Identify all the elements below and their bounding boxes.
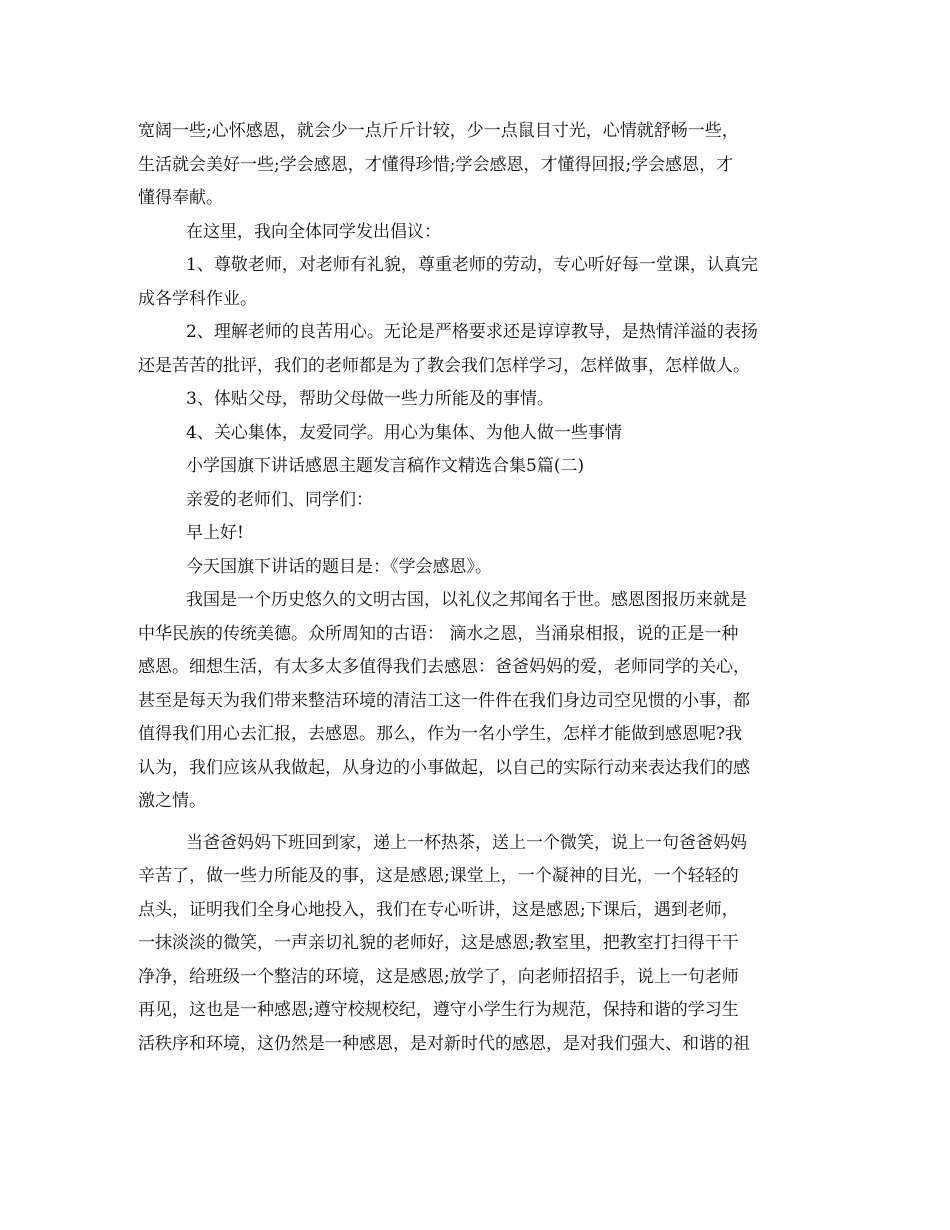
paragraph-line: 宽阔一些;心怀感恩，就会少一点斤斤计较，少一点鼠目寸光，心情就舒畅一些， bbox=[138, 121, 739, 141]
document-page bbox=[138, 115, 818, 1061]
paragraph-line: 成各学科作业。 bbox=[138, 288, 257, 309]
section-heading: 小学国旗下讲话感恩主题发言稿作文精选合集5篇(二) bbox=[186, 456, 585, 476]
paragraph-line: 我国是一个历史悠久的文明古国，以礼仪之邦闻名于世。感恩图报历来就是 bbox=[186, 590, 747, 610]
greeting: 早上好! bbox=[186, 523, 244, 543]
paragraph-line: 4、关心集体，友爱同学。用心为集体、为他人做一些事情 bbox=[186, 422, 622, 443]
paragraph-line: 2、理解老师的良苦用心。无论是严格要求还是谆谆教导，是热情洋溢的表扬 bbox=[186, 322, 758, 342]
paragraph-line: 点头，证明我们全身心地投入，我们在专心听讲，这是感恩;下课后，遇到老师， bbox=[138, 899, 739, 920]
paragraph-line: 活秩序和环境，这仍然是一种感恩，是对新时代的感恩，是对我们强大、和谐的祖 bbox=[138, 1033, 750, 1054]
paragraph-line: 1、尊敬老师，对老师有礼貌，尊重老师的劳动，专心听好每一堂课，认真完 bbox=[186, 255, 758, 275]
paragraph-line: 再见，这也是一种感恩;遵守校规校纪，遵守小学生行为规范，保持和谐的学习生 bbox=[138, 1000, 739, 1020]
paragraph-line: 甚至是每天为我们带来整洁环境的清洁工这一件件在我们身边司空见惯的小事，都 bbox=[138, 690, 750, 711]
paragraph-line: 当爸爸妈妈下班回到家，递上一杯热茶，送上一个微笑，说上一句爸爸妈妈 bbox=[186, 832, 747, 853]
paragraph-line: 感恩。细想生活，有太多太多值得我们去感恩：爸爸妈妈的爱，老师同学的关心， bbox=[138, 657, 750, 677]
paragraph-line: 生活就会美好一些;学会感恩，才懂得珍惜;学会感恩，才懂得回报;学会感恩，才 bbox=[138, 154, 734, 175]
paragraph-line: 还是苦苦的批评，我们的老师都是为了教会我们怎样学习，怎样做事，怎样做人。 bbox=[138, 355, 750, 376]
paragraph-line: 在这里，我向全体同学发出倡议： bbox=[186, 221, 441, 242]
paragraph-line: 净净，给班级一个整洁的环境，这是感恩;放学了，向老师招招手，说上一句老师 bbox=[138, 966, 739, 987]
paragraph-line: 懂得奉献。 bbox=[138, 188, 223, 208]
paragraph-line: 3、体贴父母，帮助父母做一些力所能及的事情。 bbox=[186, 389, 554, 409]
paragraph-line: 认为，我们应该从我做起，从身边的小事做起，以自己的实际行动来表达我们的感 bbox=[138, 757, 750, 778]
paragraph-line: 激之情。 bbox=[138, 791, 206, 811]
speech-topic: 今天国旗下讲话的题目是：《学会感恩》。 bbox=[186, 556, 492, 577]
paragraph-line: 值得我们用心去汇报，去感恩。那么，作为一名小学生，怎样才能做到感恩呢?我 bbox=[138, 724, 743, 744]
paragraph-line: 一抹淡淡的微笑，一声亲切礼貌的老师好，这是感恩;教室里，把教室打扫得干干 bbox=[138, 933, 739, 953]
salutation: 亲爱的老师们、同学们： bbox=[186, 489, 373, 510]
paragraph-line: 中华民族的传统美德。众所周知的古语： 滴水之恩，当涌泉相报，说的正是一种 bbox=[138, 623, 739, 644]
paragraph-line: 辛苦了，做一些力所能及的事，这是感恩;课堂上，一个凝神的目光，一个轻轻的 bbox=[138, 866, 739, 886]
